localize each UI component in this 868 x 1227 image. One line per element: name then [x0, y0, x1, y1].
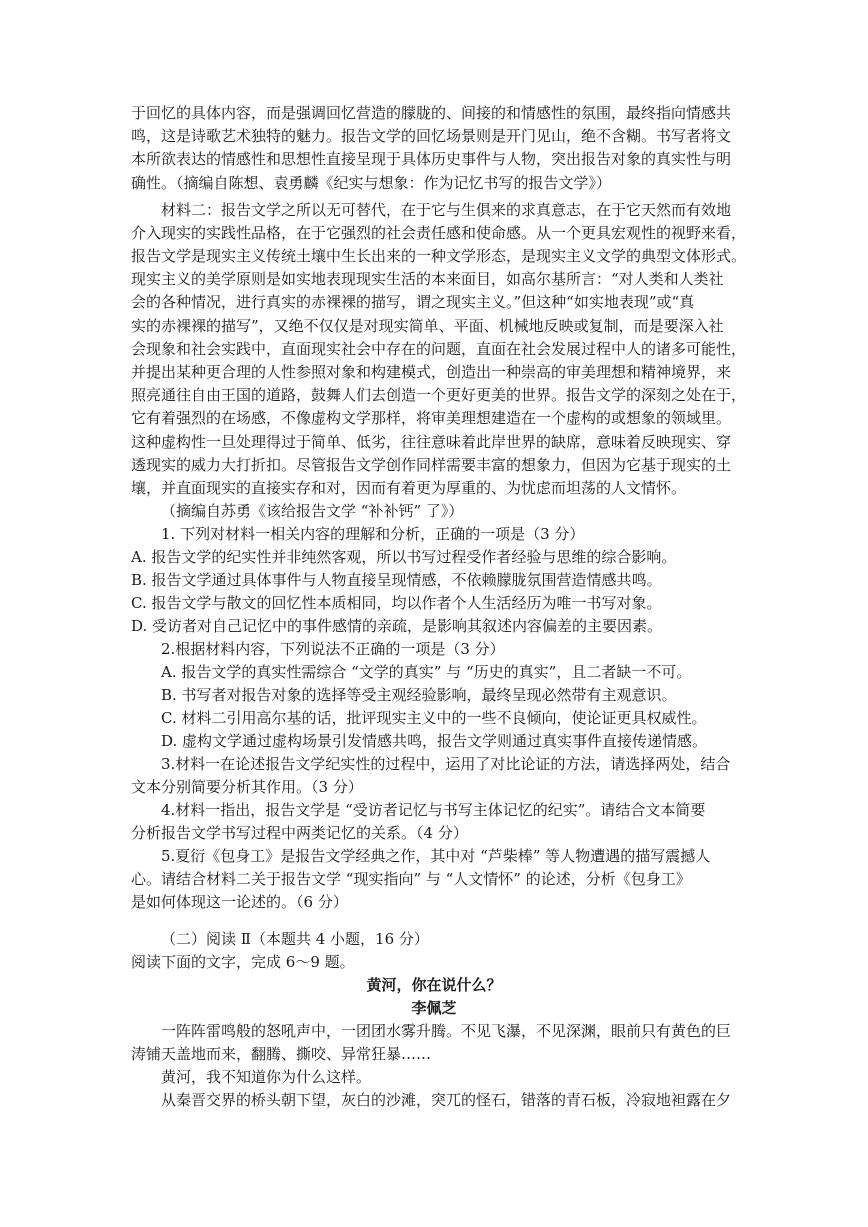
text-line: 壤，并直面现实的直接实存和对，因而有着更为厚重的、为忧虑而坦荡的人文情怀。: [131, 479, 687, 497]
text-line: 材料二：报告文学之所以无可替代，在于它与生俱来的求真意志，在于它天然而有效地: [161, 201, 732, 219]
question-5: 5.夏衍《包身工》是报告文学经典之作，其中对 “芦柴棒” 等人物遭遇的描写震撼人: [161, 847, 711, 865]
question-4: 4.材料一指出，报告文学是 “受访者记忆与书写主体记忆的纪实”。请结合文本简要: [161, 801, 706, 819]
section-heading: （二）阅读 Ⅱ（本题共 4 小题，16 分）: [161, 930, 429, 948]
text-line: 照亮通往自由王国的道路，鼓舞人们去创造一个更好更美的世界。报告文学的深刻之处在于，: [131, 386, 747, 404]
text-line: 会现象和社会实践中，直面现实社会中存在的问题，直面在社会发展过程中人的诸多可能性，: [131, 340, 747, 358]
option-d: D. 受访者对自己记忆中的事件感情的亲疏，是影响其叙述内容偏差的主要因素。: [131, 617, 663, 635]
text-line: 涛铺天盖地而来，翻腾、撕咬、异常狂暴……: [131, 1045, 432, 1063]
text-line: 从秦晋交界的桥头朝下望，灰白的沙滩，突兀的怪石，错落的青石板，冷寂地袒露在夕: [161, 1091, 732, 1109]
question-1: 1. 下列对材料一相关内容的理解和分析，正确的一项是（3 分）: [161, 525, 585, 543]
text-line: 是如何体现这一论述的。（6 分）: [131, 893, 348, 911]
text-line: 它有着强烈的在场感，不像虚构文学那样，将审美理想建造在一个虚构的或想象的领域里。: [131, 409, 732, 427]
passage-title: 黄河，你在说什么？: [366, 976, 502, 994]
option-a: A. 报告文学的真实性需综合 “文学的真实” 与 “历史的真实”，且二者缺一不可。: [161, 663, 692, 681]
text-line: 鸣，这是诗歌艺术独特的魅力。报告文学的回忆场景则是开门见山，绝不含糊。书写者将文: [131, 127, 732, 145]
option-d: D. 虚构文学通过虚构场景引发情感共鸣，报告文学则通过真实事件直接传递情感。: [161, 732, 708, 750]
option-c: C. 报告文学与散文的回忆性本质相同，均以作者个人生活经历为唯一书写对象。: [131, 594, 662, 612]
option-a: A. 报告文学的纪实性并非纯然客观，所以书写过程受作者经验与思维的综合影响。: [131, 548, 677, 566]
option-b: B. 报告文学通过具体事件与人物直接呈现情感，不依赖朦胧氛围营造情感共鸣。: [131, 571, 662, 589]
section-instruction: 阅读下面的文字，完成 6～9 题。: [131, 953, 355, 971]
text-line: 并提出某种更合理的人性参照对象和构建模式，创造出一种崇高的审美理想和精神境界，来: [131, 363, 732, 381]
option-c: C. 材料二引用高尔基的话，批评现实主义中的一些不良倾向，使论证更具权威性。: [161, 709, 707, 727]
question-3: 3.材料一在论述报告文学纪实性的过程中，运用了对比论证的方法，请选择两处，结合: [161, 755, 731, 773]
passage-author: 李佩芝: [411, 999, 457, 1017]
text-line: 会的各种情况，进行真实的赤裸裸的描写，谓之现实主义。”但这种“如实地表现”或“真: [131, 293, 695, 311]
text-line: 报告文学是现实主义传统土壤中生长出来的一种文学形态，是现实主义文学的典型文体形式。: [131, 247, 747, 265]
text-line: 一阵阵雷鸣般的怒吼声中，一团团水雾升腾。不见飞瀑，不见深渊，眼前只有黄色的巨: [161, 1022, 732, 1040]
citation: （摘编自苏勇《该给报告文学 “补补钙” 了》）: [161, 502, 464, 520]
question-2: 2.根据材料内容，下列说法不正确的一项是（3 分）: [161, 640, 505, 658]
text-line: 文本分别简要分析其作用。（3 分）: [131, 778, 363, 796]
text-line: 介入现实的实践性品格，在于它强烈的社会责任感和使命感。从一个更具宏观性的视野来看，: [131, 224, 747, 242]
option-b: B. 书写者对报告对象的选择等受主观经验影响，最终呈现必然带有主观意识。: [161, 686, 677, 704]
text-line: 分析报告文学书写过程中两类记忆的关系。（4 分）: [131, 824, 468, 842]
text-line: 透现实的威力大打折扣。尽管报告文学创作同样需要丰富的想象力，但因为它基于现实的土: [131, 456, 732, 474]
text-line: 心。请结合材料二关于报告文学 “现实指向” 与 “人文情怀” 的论述，分析《包身工》: [131, 870, 691, 888]
text-line: 本所欲表达的情感性和思想性直接呈现于具体历史事件与人物，突出报告对象的真实性与明: [131, 150, 732, 168]
text-line: 现实主义的美学原则是如实地表现现实生活的本来面目，如高尔基所言：“对人类和人类社: [131, 270, 724, 288]
text-line: 于回忆的具体内容，而是强调回忆营造的朦胧的、间接的和情感性的氛围，最终指向情感共: [131, 104, 732, 122]
text-line: 确性。（摘编自陈想、袁勇麟《纪实与想象：作为记忆书写的报告文学》）: [131, 174, 612, 192]
text-line: 黄河，我不知道你为什么这样。: [161, 1068, 372, 1086]
text-line: 这种虚构性一旦处理得过于简单、低劣，往往意味着此岸世界的缺席，意味着反映现实、穿: [131, 433, 732, 451]
text-line: 实的赤裸裸的描写”，又绝不仅仅是对现实简单、平面、机械地反映或复制，而是要深入社: [131, 317, 724, 335]
